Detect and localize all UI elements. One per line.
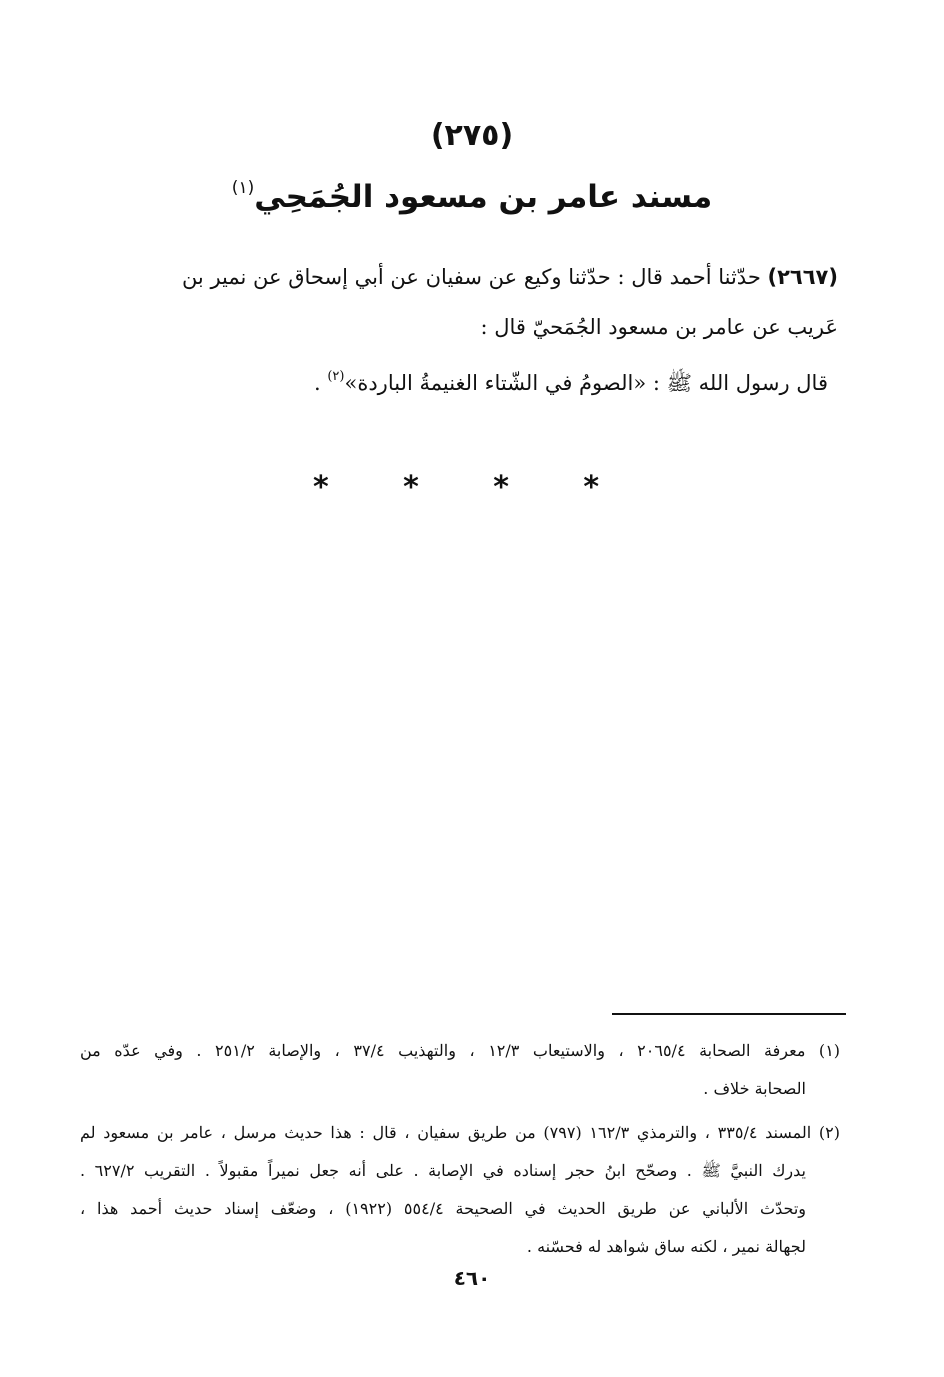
footnotes <box>80 1032 840 1272</box>
hadith-line-3 <box>78 352 838 408</box>
section-title <box>0 178 944 215</box>
hadith-footnote-ref: (٢) <box>327 369 345 384</box>
title-footnote-ref: (١) <box>231 178 255 198</box>
section-number: (٢٧٥) <box>430 118 514 153</box>
footnote-divider <box>612 1013 846 1015</box>
hadith-line-1 <box>78 252 838 302</box>
footnote-1-line-2: الصحابة خلاف . <box>703 1079 806 1098</box>
footnote-2-line-3: وتحدّث الألباني عن طريق الحديث في الصحيحة ٥٥٤/٤ (١٩٢٢) ، وضعّف إسناد حديث أحمد هذا ، <box>80 1199 807 1218</box>
footnote-2 <box>80 1114 840 1266</box>
hadith-number: (٢٦٦٧) <box>767 265 838 289</box>
hadith-text <box>78 252 838 408</box>
footnote-2-line-1: (٢) المسند ٣٣٥/٤ ، والترمذي ١٦٢/٣ (٧٩٧) من طريق سفيان ، قال : هذا حديث مرسل ، عامر بن مسعود لم <box>80 1123 840 1142</box>
footnote-2-line-4: لجهالة نمير ، لكنه ساق شواهد له فحسّنه . <box>526 1237 806 1256</box>
hadith-line-3-text: قال رسول الله ﷺ : «الصومُ في الشّتاء الغنيمةُ الباردة» <box>344 371 828 395</box>
hadith-line-2: عَريب عن عامر بن مسعود الجُمَحيّ قال : <box>480 315 838 339</box>
page-number: ٤٦٠ <box>453 1266 491 1290</box>
footnote-1 <box>80 1032 840 1108</box>
footnote-1-line-1: (١) معرفة الصحابة ٢٠٦٥/٤ ، والاستيعاب ١٢/٣ ، والتهذيب ٣٧/٤ ، والإصابة ٢٥١/٢ . وفي عدّه من <box>80 1041 841 1060</box>
hadith-line-1-text: حدّثنا أحمد قال : حدّثنا وكيع عن سفيان عن أبي إسحاق عن نمير بن <box>181 265 761 289</box>
section-separator: * * * * <box>312 470 632 505</box>
section-title-text: مسند عامر بن مسعود الجُمَحِي <box>254 179 713 215</box>
hadith-line-3-end: . <box>313 371 328 395</box>
footnote-2-line-2: يدرك النبيَّ ﷺ . وصحّح ابنُ حجر إسناده في الإصابة . على أنه جعل نميراً مقبولاً . التقريب ٦٢٧/٢ . <box>80 1161 807 1180</box>
